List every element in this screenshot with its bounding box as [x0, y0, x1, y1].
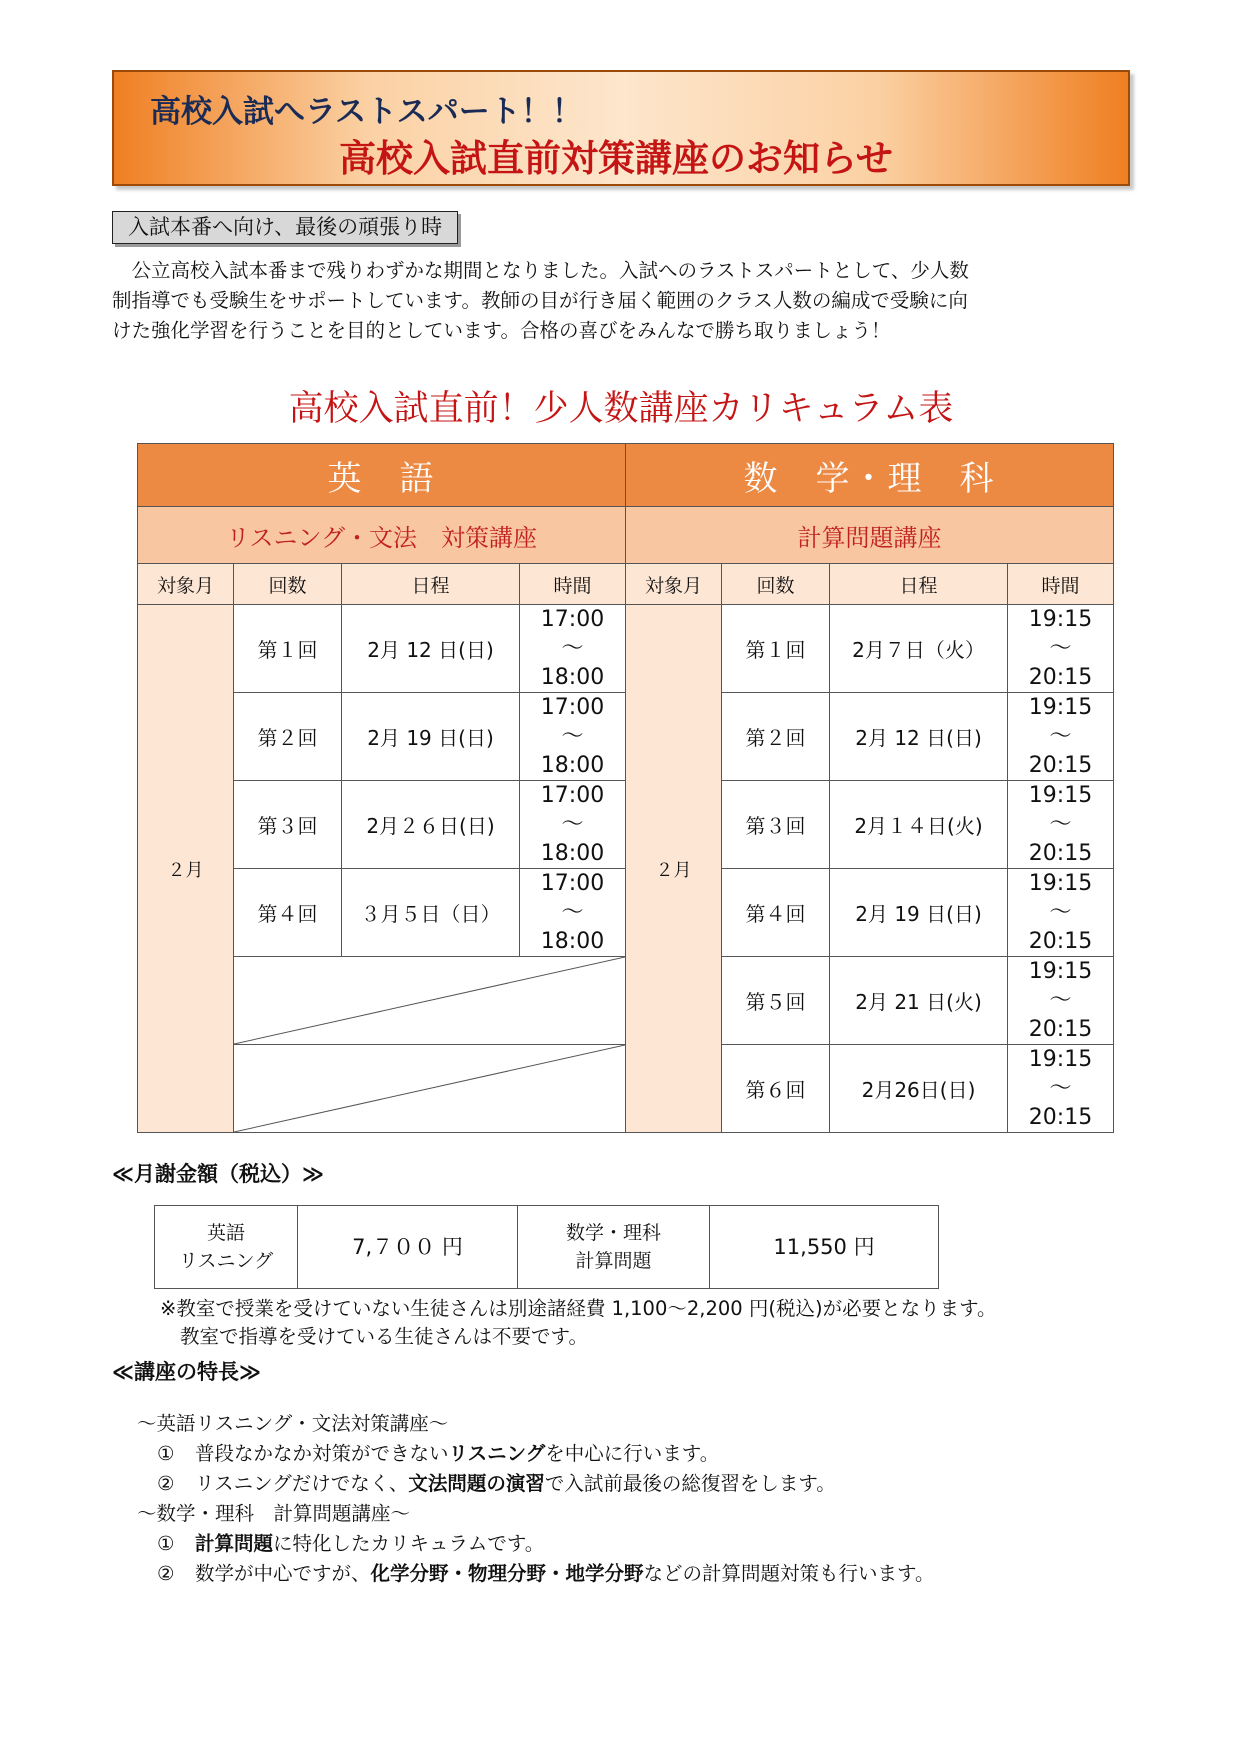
time-start: 19:15 [1028, 959, 1093, 984]
math-time [1008, 957, 1114, 1045]
subject-english: 英 語 [138, 444, 626, 507]
time-start: 19:15 [1028, 1047, 1093, 1072]
time-start: 19:15 [1028, 695, 1093, 720]
time-end: 20:15 [1028, 1105, 1093, 1130]
item-number: ① [157, 1532, 175, 1555]
time-start: 19:15 [1028, 871, 1093, 896]
banner-line-2: 高校入試直前対策講座のお知らせ [339, 137, 893, 180]
time-start: 17:00 [540, 871, 605, 896]
header-month: 対象月 [626, 564, 722, 605]
item-emphasis: リスニング [448, 1442, 546, 1465]
english-session: 第１回 [234, 605, 342, 693]
time-start: 17:00 [540, 783, 605, 808]
english-date: ３月５日（日） [342, 869, 520, 957]
math-session: 第２回 [722, 693, 830, 781]
item-text: 数学が中心ですが、 [195, 1562, 371, 1585]
time-end: 18:00 [540, 929, 605, 954]
time-start: 19:15 [1028, 783, 1093, 808]
course-english: リスニング・文法 対策講座 [138, 507, 626, 564]
item-number: ② [157, 1472, 175, 1495]
features-title: ≪講座の特長≫ [112, 1360, 261, 1384]
diagonal-line [234, 957, 625, 1044]
time-end: 18:00 [540, 665, 605, 690]
item-emphasis: 計算問題 [195, 1532, 274, 1555]
empty-cell [234, 1045, 626, 1133]
item-text: に特化したカリキュラムです。 [273, 1532, 545, 1555]
subject-math-science: 数 学・理 科 [626, 444, 1114, 507]
english-date: 2月 19 日(日) [342, 693, 520, 781]
fee-math-label [518, 1206, 710, 1289]
english-session: 第２回 [234, 693, 342, 781]
english-date: 2月 12 日(日) [342, 605, 520, 693]
math-date: 2月26日(日) [830, 1045, 1008, 1133]
math-time [1008, 869, 1114, 957]
list-item [137, 1529, 934, 1559]
time-end: 20:15 [1028, 1017, 1093, 1042]
math-date: 2月１４日(火) [830, 781, 1008, 869]
time-sep: ～ [1049, 1076, 1072, 1101]
english-session: 第４回 [234, 869, 342, 957]
fee-note: 教室で指導を受けている生徒さんは不要です。 [180, 1325, 588, 1348]
fee-notes [160, 1295, 997, 1351]
math-time [1008, 605, 1114, 693]
time-end: 20:15 [1028, 753, 1093, 778]
english-time [520, 605, 626, 693]
intro-line: 公立高校入試本番まで残りわずかな期間となりました。入試へのラストスパートとして、少人数 [112, 259, 969, 282]
fee-title: ≪月謝金額（税込）≫ [112, 1162, 324, 1186]
english-time [520, 781, 626, 869]
intro-line: けた強化学習を行うことを目的としています。合格の喜びをみんなで勝ち取りましょう！ [112, 319, 891, 342]
time-start: 19:15 [1028, 607, 1093, 632]
time-sep: ～ [561, 900, 584, 925]
fee-math-price: 11,550 円 [710, 1206, 939, 1289]
item-text: リスニングだけでなく、 [195, 1472, 409, 1495]
title-banner [112, 70, 1130, 186]
item-number: ② [157, 1562, 175, 1585]
empty-cell [234, 957, 626, 1045]
header-session: 回数 [722, 564, 830, 605]
time-sep: ～ [1049, 812, 1072, 837]
math-session: 第４回 [722, 869, 830, 957]
fee-english-price: 7,７００ 円 [298, 1206, 518, 1289]
math-month: ２月 [626, 605, 722, 1133]
time-end: 18:00 [540, 753, 605, 778]
diagonal-line [234, 1045, 625, 1132]
time-end: 20:15 [1028, 841, 1093, 866]
features-list [137, 1409, 934, 1589]
fee-label-line: 英語 [206, 1222, 245, 1244]
header-time: 時間 [520, 564, 626, 605]
english-time [520, 693, 626, 781]
time-sep: ～ [1049, 988, 1072, 1013]
fee-label-line: リスニング [178, 1250, 274, 1272]
math-date: 2月 12 日(日) [830, 693, 1008, 781]
math-course-heading: ～数学・理科 計算問題講座～ [137, 1502, 411, 1525]
fee-label-line: 数学・理科 [565, 1222, 661, 1244]
math-session: 第１回 [722, 605, 830, 693]
math-time [1008, 781, 1114, 869]
math-session: 第６回 [722, 1045, 830, 1133]
item-number: ① [157, 1442, 175, 1465]
math-date: 2月７日（火） [830, 605, 1008, 693]
banner-line-1: 高校入試へラストスパート！！ [150, 94, 583, 130]
time-sep: ～ [561, 812, 584, 837]
math-date: 2月 21 日(火) [830, 957, 1008, 1045]
fee-table [154, 1205, 939, 1289]
time-end: 20:15 [1028, 665, 1093, 690]
course-math: 計算問題講座 [626, 507, 1114, 564]
header-date: 日程 [830, 564, 1008, 605]
item-text: を中心に行います。 [545, 1442, 720, 1465]
curriculum-title: 高校入試直前！少人数講座カリキュラム表 [288, 389, 954, 429]
header-date: 日程 [342, 564, 520, 605]
time-sep: ～ [1049, 724, 1072, 749]
intro-line: 制指導でも受験生をサポートしています。教師の目が行き届く範囲のクラス人数の編成で受験に向 [112, 289, 968, 312]
math-date: 2月 19 日(日) [830, 869, 1008, 957]
header-session: 回数 [234, 564, 342, 605]
math-session: 第５回 [722, 957, 830, 1045]
intro-paragraph [112, 256, 1132, 346]
time-end: 18:00 [540, 841, 605, 866]
item-emphasis: 文法問題の演習 [408, 1472, 545, 1495]
time-sep: ～ [1049, 636, 1072, 661]
list-item [137, 1439, 934, 1469]
header-time: 時間 [1008, 564, 1114, 605]
item-text: 普段なかなか対策ができない [195, 1442, 449, 1465]
sub-heading: 入試本番へ向け、最後の頑張り時 [112, 211, 458, 244]
math-time [1008, 693, 1114, 781]
english-month: ２月 [138, 605, 234, 1133]
time-end: 20:15 [1028, 929, 1093, 954]
time-start: 17:00 [540, 695, 605, 720]
item-emphasis: 化学分野・物理分野・地学分野 [370, 1562, 644, 1585]
header-month: 対象月 [138, 564, 234, 605]
list-item [137, 1559, 934, 1589]
fee-english-label [155, 1206, 298, 1289]
english-session: 第３回 [234, 781, 342, 869]
item-text: などの計算問題対策も行います。 [643, 1562, 935, 1585]
list-item [137, 1469, 934, 1499]
fee-label-line: 計算問題 [575, 1250, 652, 1272]
english-time [520, 869, 626, 957]
math-time [1008, 1045, 1114, 1133]
time-sep: ～ [561, 636, 584, 661]
schedule-table [137, 443, 1114, 1133]
time-sep: ～ [1049, 900, 1072, 925]
time-sep: ～ [561, 724, 584, 749]
english-date: 2月２６日(日) [342, 781, 520, 869]
time-start: 17:00 [540, 607, 605, 632]
fee-note: ※教室で授業を受けていない生徒さんは別途諸経費 1,100～2,200 円(税込)が必要となります。 [160, 1297, 997, 1320]
english-course-heading: ～英語リスニング・文法対策講座～ [137, 1412, 449, 1435]
table-row [138, 605, 1114, 693]
item-text: で入試前最後の総復習をします。 [544, 1472, 836, 1495]
math-session: 第３回 [722, 781, 830, 869]
